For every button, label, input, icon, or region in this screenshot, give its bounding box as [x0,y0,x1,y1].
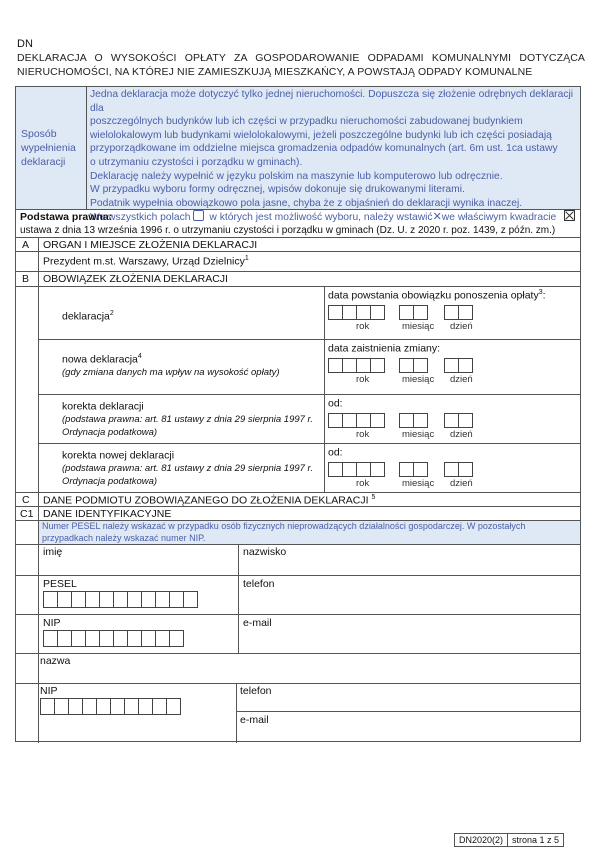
date-year-field[interactable] [328,358,384,373]
digit-box[interactable] [113,630,128,647]
digit-box[interactable] [413,305,428,320]
date-caption: dzień [450,374,473,385]
pesel-field[interactable] [43,591,197,608]
date-caption: dzień [450,478,473,489]
section-c-heading: DANE PODMIOTU ZOBOWIĄZANEGO DO ZŁOŻENIA DEKLARACJI $^5$ [43,494,376,507]
digit-box[interactable] [342,358,357,373]
digit-box[interactable] [43,591,58,608]
digit-box[interactable] [328,462,343,477]
obligation-option-label: korekta deklaracji (podstawa prawna: art. 81 ustawy z dnia 29 sierpnia 1997 r. Ordynacja podatkowa) [62,400,317,439]
instructions-last-line: We wszystkich polach w których jest możliwość wyboru, należy wstawić✕we właściwym kwadracie [90,210,580,225]
date-day-field[interactable] [444,462,472,477]
digit-box[interactable] [356,413,371,428]
digit-box[interactable] [458,413,473,428]
checkbox-icon [193,210,204,221]
email-label: e-mail [243,617,272,629]
digit-box[interactable] [356,462,371,477]
instructions-line: wielolokalowym lub budynkami wielolokalowymi, jeżeli poszczególne budynki lub ich części posiadają [90,129,552,141]
instructions-label-cell [16,87,86,209]
digit-box[interactable] [444,358,459,373]
footer-code: DN2020(2) [459,835,504,845]
section-a-body: Prezydent m.st. Warszawy, Urząd Dzielnicy$^1$ [43,255,249,268]
declaration-form [15,86,581,742]
date-caption: rok [356,374,370,385]
section-c-letter: C [22,494,30,506]
digit-box[interactable] [99,591,114,608]
digit-box[interactable] [166,698,181,715]
digit-box[interactable] [110,698,125,715]
digit-box[interactable] [155,630,170,647]
digit-box[interactable] [85,591,100,608]
legal-basis-label: Podstawa prawna: [20,211,113,223]
digit-box[interactable] [399,462,414,477]
date-label: od: [328,397,343,410]
obligation-option-note: (podstawa prawna: art. 81 ustawy z dnia 29 sierpnia 1997 r. Ordynacja podatkowa) [62,462,314,487]
date-caption: miesiąc [402,374,435,385]
instructions-line: przyporządkowane im oddzielne miejsca gromadzenia odpadów komunalnych (art. 6m ust. 1ca ustawy [90,143,558,155]
digit-box[interactable] [458,358,473,373]
date-label: od: [328,446,343,459]
instructions-text [87,87,580,224]
digit-box[interactable] [399,305,414,320]
digit-box[interactable] [413,358,428,373]
instructions-label-3: deklaracji [21,156,66,168]
digit-box[interactable] [370,413,385,428]
date-label: data zaistnienia zmiany: [328,342,441,355]
digit-box[interactable] [413,413,428,428]
date-caption: rok [356,429,370,440]
digit-box[interactable] [113,591,128,608]
obligation-option-label: korekta nowej deklaracji (podstawa prawna: art. 81 ustawy z dnia 29 sierpnia 1997 r. Ordynacja podatkowa) [62,449,317,488]
digit-box[interactable] [169,591,184,608]
section-a-heading: ORGAN I MIEJSCE ZŁOŻENIA DEKLARACJI [43,239,258,251]
company-nip-label: NIP [40,685,58,697]
pesel-label: PESEL [43,578,77,590]
date-caption: rok [356,321,370,332]
page-footer [454,833,564,847]
date-day-field[interactable] [444,305,472,320]
section-b-heading: OBOWIĄZEK ZŁOŻENIA DEKLARACJI [43,273,228,285]
digit-box[interactable] [413,462,428,477]
digit-box[interactable] [399,413,414,428]
digit-box[interactable] [356,358,371,373]
instructions-line: W przypadku wyboru formy odręcznej, wpisów dokonuje się drukowanymi literami. [90,184,465,196]
obligation-option-label: nowa deklaracja$^4$ (gdy zmiana danych ma wpływ na wysokość opłaty) [62,353,317,379]
instructions-line: poszczególnych budynków lub ich części w przypadku nieruchomości zabudowanej budynkiem [90,116,523,128]
digit-box[interactable] [370,305,385,320]
digit-box[interactable] [370,462,385,477]
company-nip-field[interactable] [40,698,180,715]
digit-box[interactable] [68,698,83,715]
date-year-field[interactable] [328,462,384,477]
section-b-letter: B [22,273,30,285]
digit-box[interactable] [71,591,86,608]
phone-label: telefon [243,578,275,590]
digit-box[interactable] [85,630,100,647]
digit-box[interactable] [127,630,142,647]
digit-box[interactable] [141,630,156,647]
date-month-field[interactable] [399,413,427,428]
digit-box[interactable] [328,413,343,428]
company-name-label: nazwa [40,655,71,667]
date-caption: miesiąc [402,321,435,332]
form-code: DN [17,38,33,50]
form-title: DEKLARACJA O WYSOKOŚCI OPŁATY ZA GOSPODAROWANIE ODPADAMI KOMUNALNYMI DOTYCZĄCA NIERUCHOMOŚCI, NA KTÓREJ NIE ZAMIESZKUJĄ MIESZKAŃCY, A POWSTAJĄ ODPADY KOMUNALNE [17,52,585,78]
digit-box[interactable] [169,630,184,647]
section-c1-heading: DANE IDENTYFIKACYJNE [43,508,172,520]
digit-box[interactable] [328,358,343,373]
digit-box[interactable] [444,413,459,428]
digit-box[interactable] [458,462,473,477]
obligation-option-label: deklaracja$^2$ [62,310,114,323]
company-email-label: e-mail [240,714,269,726]
digit-box[interactable] [342,462,357,477]
date-label: data powstania obowiązku ponoszenia opłaty$^3$: [328,289,546,302]
digit-box[interactable] [127,591,142,608]
digit-box[interactable] [54,698,69,715]
digit-box[interactable] [138,698,153,715]
date-month-field[interactable] [399,305,427,320]
instructions-label-1: Sposób [21,128,57,140]
obligation-option-note: (gdy zmiana danych ma wpływ na wysokość opłaty) [62,366,280,378]
digit-box[interactable] [328,305,343,320]
legal-basis-text: ustawa z dnia 13 września 1996 r. o utrzymaniu czystości i porządku w gminach (Dz. U. z 2020 r. poz. 1439, z późn. zm.) [20,225,556,236]
checked-box-icon [564,210,575,221]
date-year-field[interactable] [328,305,384,320]
digit-box[interactable] [399,358,414,373]
date-year-field[interactable] [328,413,384,428]
date-day-field[interactable] [444,413,472,428]
digit-box[interactable] [124,698,139,715]
digit-box[interactable] [57,591,72,608]
digit-box[interactable] [183,591,198,608]
last-name-label: nazwisko [243,546,287,558]
date-month-field[interactable] [399,358,427,373]
date-caption: rok [356,478,370,489]
section-c1-letter: C1 [20,508,34,520]
digit-box[interactable] [82,698,97,715]
digit-box[interactable] [370,358,385,373]
digit-box[interactable] [356,305,371,320]
date-day-field[interactable] [444,358,472,373]
company-phone-label: telefon [240,685,272,697]
digit-box[interactable] [40,698,55,715]
digit-box[interactable] [444,462,459,477]
obligation-option-note: (podstawa prawna: art. 81 ustawy z dnia 29 sierpnia 1997 r. Ordynacja podatkowa) [62,413,314,438]
date-caption: miesiąc [402,429,435,440]
date-caption: dzień [450,321,473,332]
date-caption: dzień [450,429,473,440]
c1-note: Numer PESEL należy wskazać w przypadku osób fizycznych nieprowadzących działalności gospodarczej. W pozostałych przypadkach należy wskazać numer NIP. [39,521,580,544]
date-month-field[interactable] [399,462,427,477]
digit-box[interactable] [444,305,459,320]
instructions-line: Podatnik wypełnia obowiązkowo pola jasne, chyba że z objaśnień do deklaracji wynika inaczej. [90,197,523,209]
date-caption: miesiąc [402,478,435,489]
instructions-line: Jedna deklaracja może dotyczyć tylko jednej nieruchomości. Dopuszcza się złożenie odrębnych deklaracji dla [90,89,574,114]
digit-box[interactable] [342,305,357,320]
digit-box[interactable] [43,630,58,647]
digit-box[interactable] [155,591,170,608]
digit-box[interactable] [57,630,72,647]
digit-box[interactable] [141,591,156,608]
digit-box[interactable] [96,698,111,715]
x-mark-icon: ✕ [432,211,442,224]
instructions-line: Deklarację należy wypełnić w języku polskim na maszynie lub komputerowo lub odręcznie. [90,170,503,182]
digit-box[interactable] [152,698,167,715]
nip-field[interactable] [43,630,183,647]
instructions-label-2: wypełnienia [21,142,76,154]
digit-box[interactable] [458,305,473,320]
first-name-label: imię [43,546,63,558]
section-a-letter: A [22,239,30,251]
nip-label: NIP [43,617,61,629]
digit-box[interactable] [71,630,86,647]
footer-page: strona 1 z 5 [507,834,563,846]
digit-box[interactable] [342,413,357,428]
instructions-line: o utrzymaniu czystości i porządku w gminach). [90,156,303,168]
digit-box[interactable] [99,630,114,647]
